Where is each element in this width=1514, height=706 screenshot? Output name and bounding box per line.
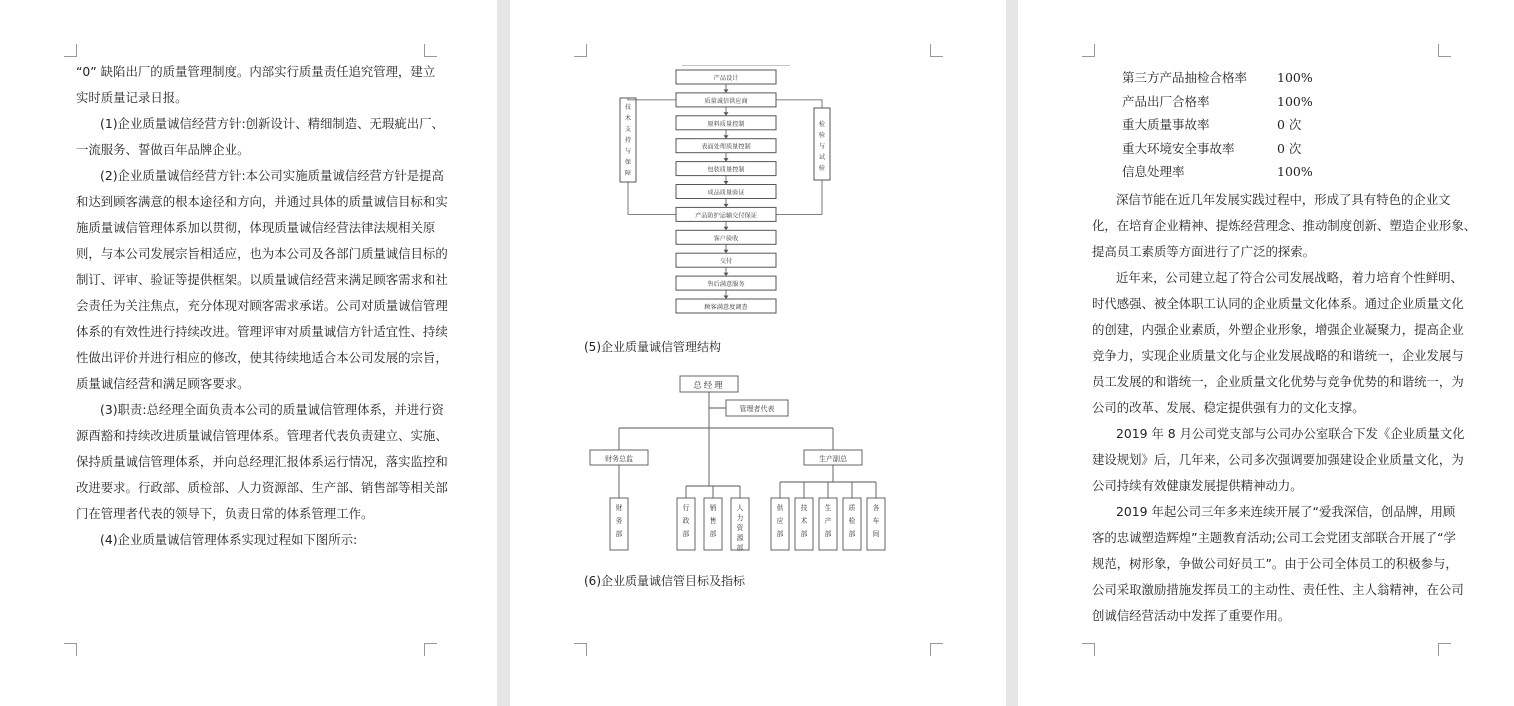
text-line: 一流服务、誓做百年品牌企业。: [76, 142, 250, 157]
org-dept-label: 人: [736, 504, 744, 512]
crop-mark: [574, 643, 587, 656]
document-page-3: [1018, 0, 1514, 706]
paragraph: [76, 111, 444, 163]
right-inspection-label: 验: [818, 165, 826, 172]
document-page-2: [510, 0, 1006, 706]
left-support-label: 术: [624, 115, 632, 122]
target-label: 信息处理率: [1122, 164, 1185, 179]
crop-mark: [64, 44, 77, 57]
text-line: 竞争力，实现企业质量文化与企业发展战略的和谐统一，企业发展与: [1092, 348, 1464, 363]
flow-step-label: 成品质量验证: [707, 189, 745, 197]
flow-step-label: 包装质量控制: [707, 166, 745, 174]
text-line: 员工发展的和谐统一，企业质量文化优势与竞争优势的和谐统一，为: [1092, 374, 1464, 389]
text-line: “0” 缺陷出厂的质量管理制度。内部实行质量责任追究管理，建立: [76, 64, 436, 79]
org-dept-label: 财: [615, 504, 623, 512]
paragraph: [76, 59, 436, 111]
flow-step-label: 表面处理质量控制: [701, 143, 751, 151]
flow-step-label: 产品设计: [713, 75, 739, 82]
org-dept-label: 行: [682, 504, 690, 512]
quality-targets-list: [1122, 66, 1313, 184]
crop-mark: [1082, 643, 1095, 656]
text-line: 性做出评价并进行相应的修改，使其待续地适合本公司发展的宗旨，: [76, 350, 448, 365]
text-line: 时代感强、被全体职工认同的企业质量文化体系。通过企业质量文化: [1092, 296, 1464, 311]
target-value: 100%: [1277, 164, 1313, 179]
crop-mark: [424, 643, 437, 656]
flow-step-label: 交付: [719, 258, 733, 266]
crop-mark: [64, 643, 77, 656]
crop-mark: [1438, 643, 1451, 656]
right-inspection-label: 试: [818, 154, 826, 161]
org-dept-label: 销: [709, 504, 717, 512]
org-label: 生产副总: [819, 455, 847, 463]
org-dept-label: 力: [736, 514, 744, 522]
left-connector: [628, 182, 676, 214]
crop-mark: [930, 643, 943, 656]
text-line: 保持质量诚信管理体系，并向总经理汇报体系运行情况，落实监控和: [76, 454, 448, 469]
org-dept-label: 部: [615, 530, 623, 538]
left-support-label: 技: [624, 104, 632, 111]
target-value: 0 次: [1277, 117, 1302, 132]
org-dept-label: 务: [615, 517, 623, 525]
org-dept-label: 部: [736, 544, 744, 552]
org-label: 财务总监: [605, 455, 633, 463]
paragraph: [76, 163, 448, 397]
target-label: 第三方产品抽检合格率: [1122, 70, 1248, 85]
org-dept-label: 术: [800, 517, 808, 525]
left-support-label: 障: [624, 170, 632, 177]
target-value: 0 次: [1277, 140, 1302, 156]
flow-step-label: 售后满意服务: [707, 281, 745, 289]
org-dept-label: 部: [682, 530, 690, 538]
flow-step-label: 原料质量控制: [707, 120, 745, 128]
right-connector: [776, 180, 822, 214]
text-line: (2)企业质量诚信经营方针:本公司实施质量诚信经营方针是提高: [100, 168, 444, 183]
text-line: 制订、评审、验证等提供框架。以质量诚信经营来满足顾客需求和社: [76, 272, 448, 287]
text-line: 公司采取激励措施发挥员工的主动性、责任性、主人翁精神，在公司: [1092, 582, 1464, 597]
org-dept-label: 部: [776, 530, 784, 538]
org-dept-label: 生: [824, 504, 832, 512]
page3-body: [1092, 187, 1477, 629]
flow-arrowhead: [724, 89, 729, 93]
flow-arrowhead: [724, 227, 729, 231]
org-dept-label: 间: [872, 530, 880, 538]
text-line: 公司持续有效健康发展提供精神动力。: [1092, 478, 1303, 493]
text-line: 和达到顾客满意的根本途径和方向，并通过具体的质量诚信目标和实: [76, 194, 448, 209]
left-support-label: 支: [624, 126, 632, 133]
org-dept-label: 资: [736, 524, 744, 532]
text-line: 公司的改革、发展、稳定提供强有力的文化支撑。: [1092, 400, 1365, 415]
org-dept-label: 供: [776, 504, 784, 512]
target-item: [1122, 66, 1313, 90]
text-line: (3)职责:总经理全面负责本公司的质量诚信管理体系，并进行资: [100, 402, 444, 417]
crop-mark: [574, 44, 587, 57]
text-line: 会责任为关注焦点，充分体现对顾客需求承诺。公司对质量诚信管理: [76, 298, 448, 313]
org-dept-label: 车: [872, 517, 880, 525]
flow-arrowhead: [724, 204, 729, 208]
flow-arrowhead: [724, 135, 729, 139]
target-value: 100%: [1277, 70, 1313, 85]
target-item: [1122, 90, 1313, 114]
left-support-label: 保: [624, 159, 632, 166]
left-support-label: 持: [624, 137, 632, 144]
text-line: 提高员工素质等方面进行了广泛的探索。: [1092, 244, 1316, 259]
org-dept-label: 部: [848, 530, 856, 538]
org-dept-label: 部: [800, 530, 808, 538]
text-line: 创诚信经营活动中发挥了重要作用。: [1092, 608, 1291, 623]
text-line: 的创建，内强企业素质，外塑企业形象，增强企业凝聚力，提高企业: [1092, 322, 1464, 337]
text-line: 施质量诚信管理体系加以贯彻，体现质量诚信经营法律法规相关原: [76, 220, 436, 235]
text-line: 则，与本公司发展宗旨相适应，也为本公司及各部门质量诚信目标的: [76, 246, 448, 261]
org-dept-label: 部: [709, 530, 717, 538]
text-line: 源酉豁和持续改进质量诚信管理体系。管理者代表负责建立、实施、: [76, 428, 448, 443]
flow-arrowhead: [724, 158, 729, 162]
left-support-label: 与: [624, 148, 632, 155]
text-line: 质量诚信经营和满足顾客要求。: [76, 376, 250, 391]
text-line: 2019 年 8 月公司党支部与公司办公室联合下发《企业质量文化: [1116, 426, 1465, 441]
flow-step-label: 质量诚信供应商: [704, 97, 748, 105]
text-line: 改进要求。行政部、质检部、人力资源部、生产部、销售部等相关部: [76, 480, 448, 495]
org-chart: [586, 370, 886, 560]
crop-mark: [424, 44, 437, 57]
flow-step-label: 产品防护运输交付保证: [695, 212, 757, 220]
page1-body: [76, 59, 448, 553]
target-item: [1122, 113, 1313, 137]
target-label: 重大环境安全事故率: [1122, 140, 1235, 156]
paragraph: [1092, 421, 1465, 499]
org-dept-label: 产: [824, 517, 832, 525]
flow-arrowhead: [724, 112, 729, 116]
target-value: 100%: [1277, 93, 1313, 109]
text-line: 体系的有效性进行持续改进。管理评审对质量诚信方针适宜性、持续: [76, 324, 448, 339]
org-dept-label: 质: [848, 504, 856, 512]
crop-mark: [1082, 44, 1095, 57]
flow-arrowhead: [724, 296, 729, 300]
text-line: 建设规划》后，几年来，公司多次强调要加强建设企业质量文化，为: [1092, 452, 1464, 467]
text-line: 规范，树形象，争做公司好员工”。由于公司全体员工的积极参与，: [1092, 556, 1458, 571]
right-connector: [776, 100, 822, 108]
paragraph: [1092, 187, 1477, 265]
process-flowchart: [614, 64, 854, 324]
crop-mark: [930, 44, 943, 57]
paragraph: [1092, 499, 1464, 629]
document-page-1: [0, 0, 497, 706]
paragraph: [1092, 265, 1464, 421]
flow-arrowhead: [724, 273, 729, 277]
paragraph: [76, 397, 448, 527]
text-line: 客的忠诚塑造辉煌”主题教育活动;公司工会党团支部联合开展了“学: [1092, 530, 1456, 545]
org-label: 总经理: [693, 381, 725, 391]
text-line: 近年来，公司建立起了符合公司发展战略，着力培育个性鲜明、: [1116, 270, 1463, 285]
target-item: [1122, 160, 1313, 184]
crop-mark: [1438, 44, 1451, 57]
target-item: [1122, 137, 1313, 161]
flow-arrowhead: [724, 250, 729, 254]
flow-arrowhead: [724, 181, 729, 185]
org-dept-label: 政: [682, 517, 690, 525]
org-dept-label: 售: [709, 517, 717, 525]
right-inspection-label: 检: [818, 121, 826, 128]
flow-step-label: 顾客满意度调查: [704, 304, 748, 311]
text-line: 深信节能在近几年发展实践过程中，形成了具有特色的企业文: [1116, 192, 1451, 207]
text-line: 实时质量记录日报。: [76, 90, 188, 105]
figure-caption-6: (6)企业质量诚信管目标及指标: [584, 574, 745, 588]
org-dept-label: 源: [736, 534, 744, 542]
org-label: 管理者代表: [739, 405, 775, 413]
org-dept-label: 检: [848, 517, 856, 525]
org-dept-label: 应: [776, 517, 784, 525]
org-dept-label: 部: [824, 530, 832, 538]
paragraph: (4)企业质量诚信管理体系实现过程如下图所示:: [100, 532, 358, 547]
right-inspection-label: 与: [818, 143, 826, 150]
target-label: 产品出厂合格率: [1122, 93, 1210, 109]
right-inspection-label: 验: [818, 132, 826, 139]
org-dept-label: 技: [800, 504, 808, 512]
org-dept-label: 各: [872, 504, 880, 512]
flow-step-label: 客户验收: [713, 235, 739, 243]
text-line: 2019 年起公司三年多来连续开展了“爱我深信，创品牌，用顾: [1116, 504, 1456, 519]
figure-caption-5: (5)企业质量诚信管理结构: [584, 340, 721, 354]
text-line: (1)企业质量诚信经营方针:创新设计、精细制造、无瑕疵出厂、: [100, 116, 444, 131]
text-line: 门在管理者代表的领导下，负责日常的体系管理工作。: [76, 506, 374, 521]
target-label: 重大质量事故率: [1122, 117, 1210, 132]
text-line: 化，在培育企业精神、提炼经营理念、推动制度创新、塑造企业形象、: [1092, 218, 1477, 233]
